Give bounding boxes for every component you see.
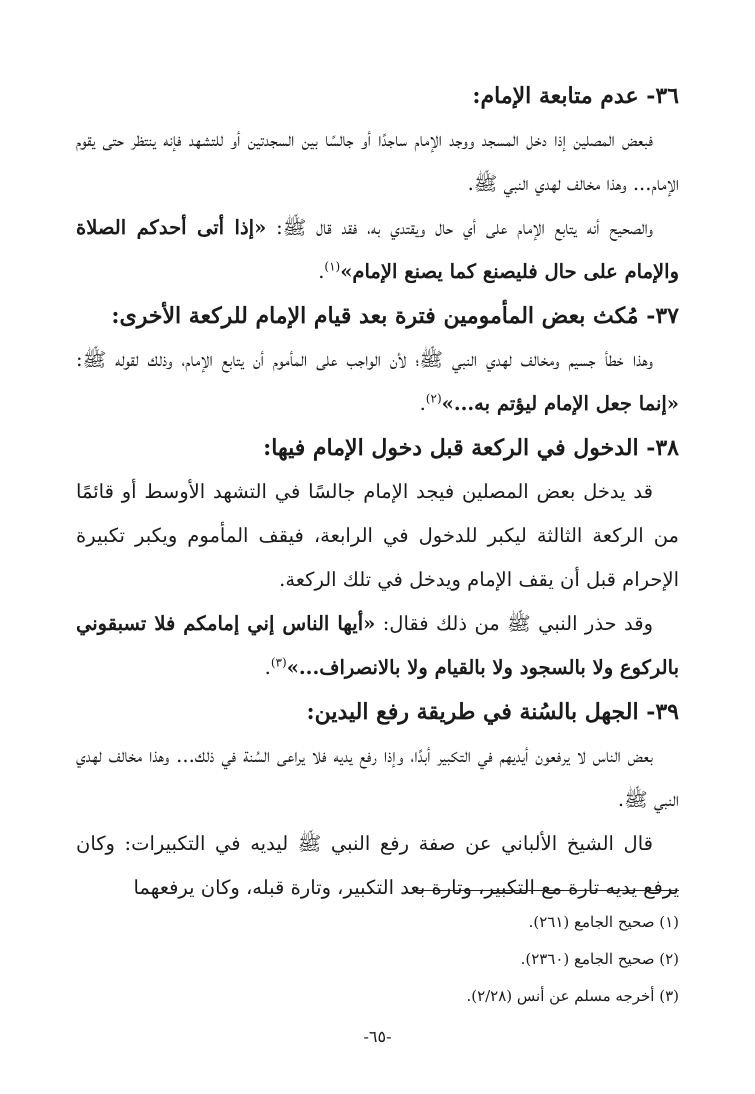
paragraph: بعض الناس لا يرفعون أيديهم في التكبير أبدًا، وإذا رفع يديه فلا يراعى السُنة في ذلك... وهذا مخالف لهدي النبي ﷺ. <box>76 744 679 811</box>
footnote-ref: (٢) <box>425 391 442 406</box>
section-37 <box>76 294 679 426</box>
paragraph: والصحيح أنه يتابع الإمام على أي حال ويقتدي به، فقد قال ﷺ: «إذا أتى أحدكم الصلاة والإمام على حال فليصنع كما يصنع الإمام»$^{(١)}$. <box>76 216 679 283</box>
hadith-quote: «أيها الناس إني إمامكم فلا تسبقوني بالركوع ولا بالسجود ولا بالقيام ولا بالانصراف...» <box>76 612 679 679</box>
footnote-item: (٣) أخرجه مسلم عن أنس (٢/٢٨). <box>466 987 679 1005</box>
section-38 <box>76 426 679 690</box>
footnote-item: (٢) صحيح الجامع (٢٣٦٠). <box>520 950 679 968</box>
hadith-quote: «إنما جعل الإمام ليؤتم به...» <box>441 392 679 415</box>
paragraph: وهذا خطأ جسيم ومخالف لهدي النبي ﷺ؛ لأن الواجب على المأموم أن يتابع الإمام، وذلك لقوله ﷺ: «إنما جعل الإمام ليؤتم به...»$^{(٢)}$. <box>76 348 679 415</box>
hadith-quote: «إذا أتى أحدكم الصلاة والإمام على حال فليصنع كما يصنع الإمام» <box>76 216 679 283</box>
paragraph: قد يدخل بعض المصلين فيجد الإمام جالسًا في التشهد الأوسط أو قائمًا من الركعة الثالثة ليكبر للدخول في الرابعة، فيقف المأموم ويكبر تكبيرة الإحرام قبل أن يقف الإمام ويدخل في تلك الركعة. <box>76 480 679 591</box>
paragraph: قال الشيخ الألباني عن صفة رفع النبي ﷺ ليديه في التكبيرات: وكان يرفع يديه تارة مع التكبير، وتارة بعد التكبير، وتارة قبله، وكان يرفعهما <box>76 832 679 899</box>
page-number: -٦٥- <box>363 1027 392 1046</box>
footnotes <box>76 904 679 1015</box>
section-36 <box>76 74 679 294</box>
section-heading: ٣٧- مُكث بعض المأمومين فترة بعد قيام الإمام للركعة الأخرى: <box>111 303 679 329</box>
footnote-ref: (١) <box>324 259 341 274</box>
paragraph: فبعض المصلين إذا دخل المسجد ووجد الإمام ساجدًا أو جالسًا بين السجدتين أو للتشهد فإنه ينتظر حتى يقوم الإمام... وهذا مخالف لهدي النبي ﷺ. <box>76 128 679 195</box>
paragraph: وقد حذر النبي ﷺ من ذلك فقال: «أيها الناس إني إمامكم فلا تسبقوني بالركوع ولا بالسجود ولا بالقيام ولا بالانصراف...»$^{(٣)}$. <box>76 612 679 679</box>
section-heading: ٣٦- عدم متابعة الإمام: <box>472 83 679 109</box>
section-39 <box>76 690 679 910</box>
section-heading: ٣٩- الجهل بالسُنة في طريقة رفع اليدين: <box>306 699 679 725</box>
footnote-divider <box>415 890 679 891</box>
section-heading: ٣٨- الدخول في الركعة قبل دخول الإمام فيها: <box>263 435 679 461</box>
footnote-ref: (٣) <box>270 655 287 670</box>
main-text <box>76 74 679 910</box>
footnote-item: (١) صحيح الجامع (٢٦١). <box>528 913 679 931</box>
